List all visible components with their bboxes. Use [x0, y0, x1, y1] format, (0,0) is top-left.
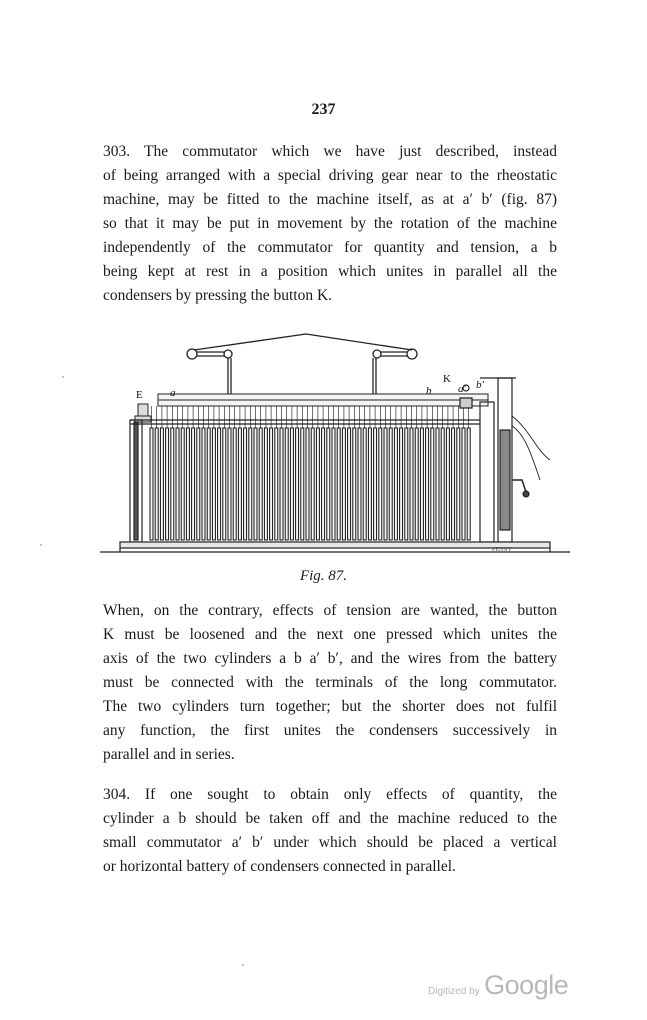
- text-line: 303. The commutator which we have just described, instead: [103, 143, 557, 160]
- text-line: machine, may be fitted to the machine itself, as at a′ b′ (fig. 87): [103, 191, 557, 208]
- text-line: small commutator a′ b′ under which should be placed a vertical: [103, 834, 557, 851]
- paragraph-tension: [103, 599, 557, 767]
- text-line: parallel and in series.: [103, 746, 235, 763]
- text-line: K must be loosened and the next one pressed which unites the: [103, 626, 557, 643]
- digitized-by-google-watermark: [428, 970, 568, 1001]
- watermark-brand: Google: [484, 970, 569, 1000]
- text-line: so that it may be put in movement by the rotation of the machine: [103, 215, 557, 232]
- text-line: The two cylinders turn together; but the shorter does not fulfil: [103, 698, 557, 715]
- text-line: 304. If one sought to obtain only effects of quantity, the: [103, 786, 557, 803]
- text-line: condensers by pressing the button K.: [103, 287, 333, 304]
- text-line: cylinder a b should be taken off and the machine reduced to the: [103, 810, 557, 827]
- text-line: being kept at rest in a position which unites in parallel all the: [103, 263, 557, 280]
- figure-label-b-prime: b′: [476, 379, 484, 391]
- figure-label-a-prime: a′: [458, 383, 466, 395]
- page-number: 237: [311, 101, 336, 118]
- paragraph-303: [103, 140, 557, 308]
- text-line: any function, the first unites the condensers successively in: [103, 722, 557, 739]
- figure-label-e: E: [136, 389, 143, 401]
- paper-fleck: [242, 964, 244, 966]
- figure-87-engraving: [100, 330, 570, 562]
- text-line: When, on the contrary, effects of tension are wanted, the button: [103, 602, 557, 619]
- text-line: or horizontal battery of condensers connected in parallel.: [103, 858, 456, 875]
- figure-label-a: a: [170, 387, 176, 399]
- figure-label-b: b: [426, 385, 432, 397]
- paper-fleck: [62, 376, 64, 378]
- figure-label-k: K: [443, 373, 451, 385]
- paragraph-304: [103, 783, 557, 879]
- watermark-prefix: Digitized by: [428, 986, 480, 997]
- paper-fleck: [40, 544, 42, 546]
- figure-caption: Fig. 87.: [299, 568, 348, 584]
- figure-engraver-signature: PENNY: [492, 547, 513, 553]
- text-line: independently of the commutator for quantity and tension, a b: [103, 239, 557, 256]
- text-line: must be connected with the terminals of the long commutator.: [103, 674, 557, 691]
- text-line: of being arranged with a special driving gear near to the rheostatic: [103, 167, 557, 184]
- text-line: axis of the two cylinders a b a′ b′, and the wires from the battery: [103, 650, 557, 667]
